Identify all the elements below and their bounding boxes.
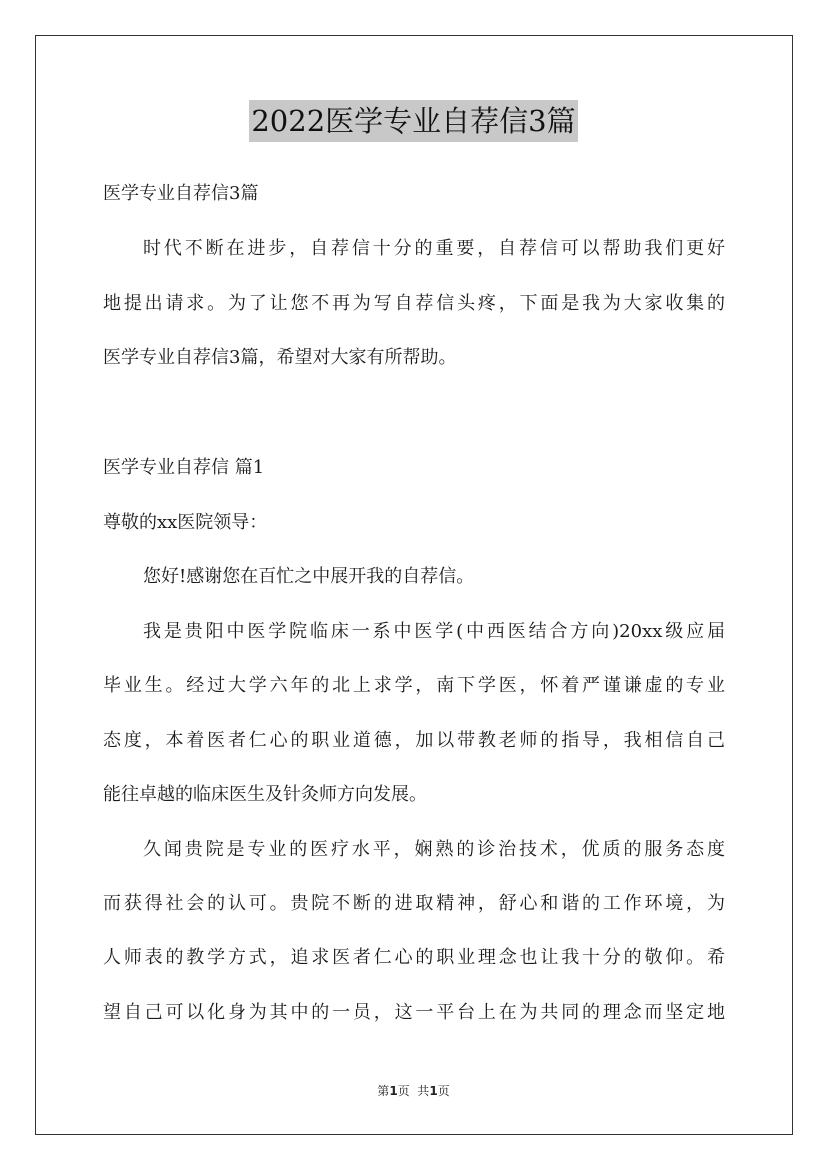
footer-mid: 页 共 [397, 1084, 430, 1098]
intro-line-1: 时代不断在进步，自荐信十分的重要，自荐信可以帮助我们更好 [143, 238, 725, 259]
title-container [0, 100, 827, 142]
para1-line-4: 能往卓越的临床医生及针灸师方向发展。 [103, 784, 427, 805]
intro-line-2: 地提出请求。为了让您不再为写自荐信头疼，下面是我为大家收集的 [103, 293, 725, 314]
para2-line-2: 而获得社会的认可。贵院不断的进取精神，舒心和谐的工作环境，为 [103, 893, 725, 914]
footer-suffix: 页 [437, 1084, 450, 1098]
salutation: 尊敬的xx医院领导： [103, 512, 268, 533]
intro-line-3: 医学专业自荐信3篇，希望对大家有所帮助。 [103, 347, 457, 368]
document-title: 2022医学专业自荐信3篇 [249, 100, 577, 142]
section-heading: 医学专业自荐信 篇1 [103, 457, 265, 478]
para2-line-3: 人师表的教学方式，追求医者仁心的职业理念也让我十分的敬仰。希 [103, 947, 725, 968]
para1-line-1: 我是贵阳中医学院临床一系中医学(中西医结合方向)20xx级应届 [143, 621, 725, 642]
footer-page-number: 1 [389, 1084, 398, 1098]
para1-line-3: 态度，本着医者仁心的职业道德，加以带教老师的指导，我相信自己 [103, 730, 725, 751]
page-footer [0, 1083, 827, 1099]
para2-line-4: 望自己可以化身为其中的一员，这一平台上在为共同的理念而坚定地 [103, 1002, 725, 1023]
para1-line-2: 毕业生。经过大学六年的北上求学，南下学医，怀着严谨谦虚的专业 [103, 675, 725, 696]
footer-page-total: 1 [429, 1084, 438, 1098]
doc-subtitle: 医学专业自荐信3篇 [103, 183, 259, 204]
para2-line-1: 久闻贵院是专业的医疗水平，娴熟的诊治技术，优质的服务态度 [143, 839, 725, 860]
greeting-line: 您好!感谢您在百忙之中展开我的自荐信。 [143, 566, 475, 587]
footer-prefix: 第 [377, 1084, 390, 1098]
